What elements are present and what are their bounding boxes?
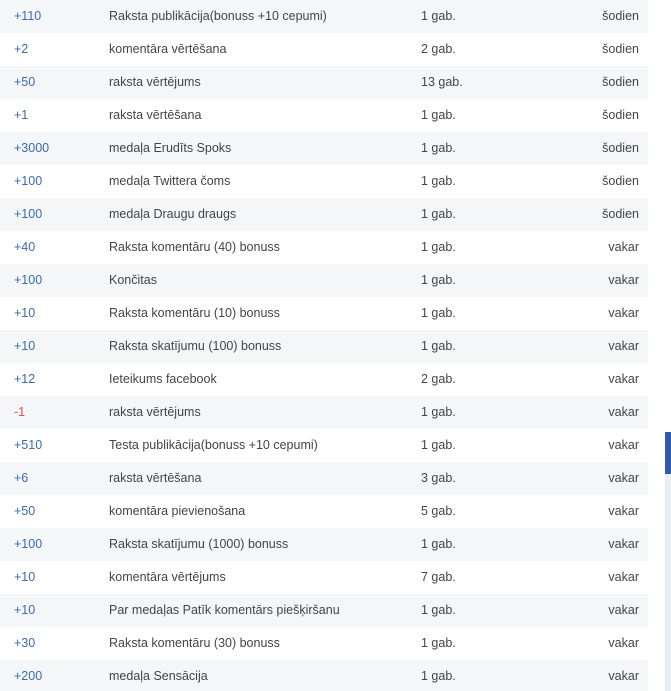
action-date: vakar <box>608 339 639 353</box>
action-description: Raksta komentāru (40) bonuss <box>109 240 280 254</box>
table-row <box>0 0 648 33</box>
action-description: Testa publikācija(bonuss +10 cepumi) <box>109 438 318 452</box>
table-row <box>0 627 648 660</box>
action-count: 13 gab. <box>421 75 463 89</box>
table-row <box>0 264 648 297</box>
action-date: vakar <box>608 372 639 386</box>
points-value: +510 <box>14 438 43 452</box>
points-value: +10 <box>14 603 36 617</box>
points-value: +40 <box>14 240 36 254</box>
action-description: Raksta skatījumu (1000) bonuss <box>109 537 289 551</box>
action-description: medaļa Erudīts Spoks <box>109 141 232 155</box>
table-row <box>0 594 648 627</box>
table-row <box>0 99 648 132</box>
action-count: 5 gab. <box>421 504 456 518</box>
points-value: +100 <box>14 174 43 188</box>
action-date: šodien <box>602 174 639 188</box>
table-row <box>0 231 648 264</box>
action-date: vakar <box>608 240 639 254</box>
points-value: +6 <box>14 471 29 485</box>
table-row <box>0 297 648 330</box>
points-value: +110 <box>14 9 42 23</box>
action-date: vakar <box>608 405 639 419</box>
points-value: +200 <box>14 669 43 683</box>
action-date: vakar <box>608 504 639 518</box>
table-row <box>0 198 648 231</box>
action-description: Raksta skatījumu (100) bonuss <box>109 339 282 353</box>
points-value: +10 <box>14 306 36 320</box>
table-row <box>0 396 648 429</box>
action-date: šodien <box>602 42 639 56</box>
action-description: raksta vērtējums <box>109 405 201 419</box>
action-count: 1 gab. <box>421 636 456 650</box>
action-date: vakar <box>608 471 639 485</box>
action-description: Raksta komentāru (10) bonuss <box>109 306 280 320</box>
action-description: Končitas <box>109 273 157 287</box>
side-widget-edge[interactable] <box>665 432 671 691</box>
table-row <box>0 561 648 594</box>
action-count: 1 gab. <box>421 405 456 419</box>
action-description: Raksta komentāru (30) bonuss <box>109 636 280 650</box>
action-description: raksta vērtēšana <box>109 108 202 122</box>
action-count: 1 gab. <box>421 603 456 617</box>
action-description: Par medaļas Patīk komentārs piešķiršanu <box>109 603 340 617</box>
action-date: šodien <box>602 75 639 89</box>
action-description: medaļa Sensācija <box>109 669 208 683</box>
action-description: komentāra pievienošana <box>109 504 246 518</box>
action-count: 2 gab. <box>421 372 456 386</box>
action-date: vakar <box>608 603 639 617</box>
points-value: +30 <box>14 636 36 650</box>
action-count: 1 gab. <box>421 174 456 188</box>
action-count: 1 gab. <box>421 273 456 287</box>
table-row <box>0 528 648 561</box>
action-count: 1 gab. <box>421 306 456 320</box>
action-count: 2 gab. <box>421 42 456 56</box>
points-value: +100 <box>14 537 43 551</box>
action-date: vakar <box>608 669 639 683</box>
action-count: 1 gab. <box>421 240 456 254</box>
table-row <box>0 330 648 363</box>
points-value: +50 <box>14 75 36 89</box>
action-description: Raksta publikācija(bonuss +10 cepumi) <box>109 9 327 23</box>
points-value: +2 <box>14 42 29 56</box>
table-row <box>0 429 648 462</box>
action-count: 7 gab. <box>421 570 456 584</box>
points-value: +10 <box>14 570 36 584</box>
action-count: 1 gab. <box>421 339 456 353</box>
side-widget-accent-bar <box>665 432 671 474</box>
table-row <box>0 66 648 99</box>
action-count: 1 gab. <box>421 438 456 452</box>
table-row <box>0 462 648 495</box>
action-date: vakar <box>608 636 639 650</box>
points-value: +1 <box>14 108 29 122</box>
action-description: medaļa Twittera čoms <box>109 174 231 188</box>
points-value: +50 <box>14 504 36 518</box>
action-count: 1 gab. <box>421 108 456 122</box>
action-date: vakar <box>608 273 639 287</box>
table-row <box>0 33 648 66</box>
action-count: 1 gab. <box>421 669 456 683</box>
points-value: +10 <box>14 339 36 353</box>
action-description: komentāra vērtējums <box>109 570 226 584</box>
action-date: šodien <box>602 9 639 23</box>
action-description: raksta vērtējums <box>109 75 201 89</box>
action-count: 1 gab. <box>421 9 456 23</box>
action-description: komentāra vērtēšana <box>109 42 227 56</box>
table-row <box>0 132 648 165</box>
action-date: šodien <box>602 141 639 155</box>
action-description: medaļa Draugu draugs <box>109 207 237 221</box>
action-date: vakar <box>608 570 639 584</box>
points-value: +100 <box>14 207 43 221</box>
action-date: vakar <box>608 306 639 320</box>
points-value: +3000 <box>14 141 50 155</box>
points-value: +100 <box>14 273 43 287</box>
action-description: raksta vērtēšana <box>109 471 202 485</box>
points-value: +12 <box>14 372 36 386</box>
table-row <box>0 165 648 198</box>
action-count: 1 gab. <box>421 141 456 155</box>
table-row <box>0 363 648 396</box>
points-value: -1 <box>14 405 26 419</box>
action-description: Ieteikums facebook <box>109 372 217 386</box>
table-row <box>0 660 648 691</box>
action-date: vakar <box>608 537 639 551</box>
action-count: 1 gab. <box>421 207 456 221</box>
action-date: vakar <box>608 438 639 452</box>
action-count: 1 gab. <box>421 537 456 551</box>
action-count: 3 gab. <box>421 471 456 485</box>
table-row <box>0 495 648 528</box>
action-date: šodien <box>602 108 639 122</box>
action-date: šodien <box>602 207 639 221</box>
